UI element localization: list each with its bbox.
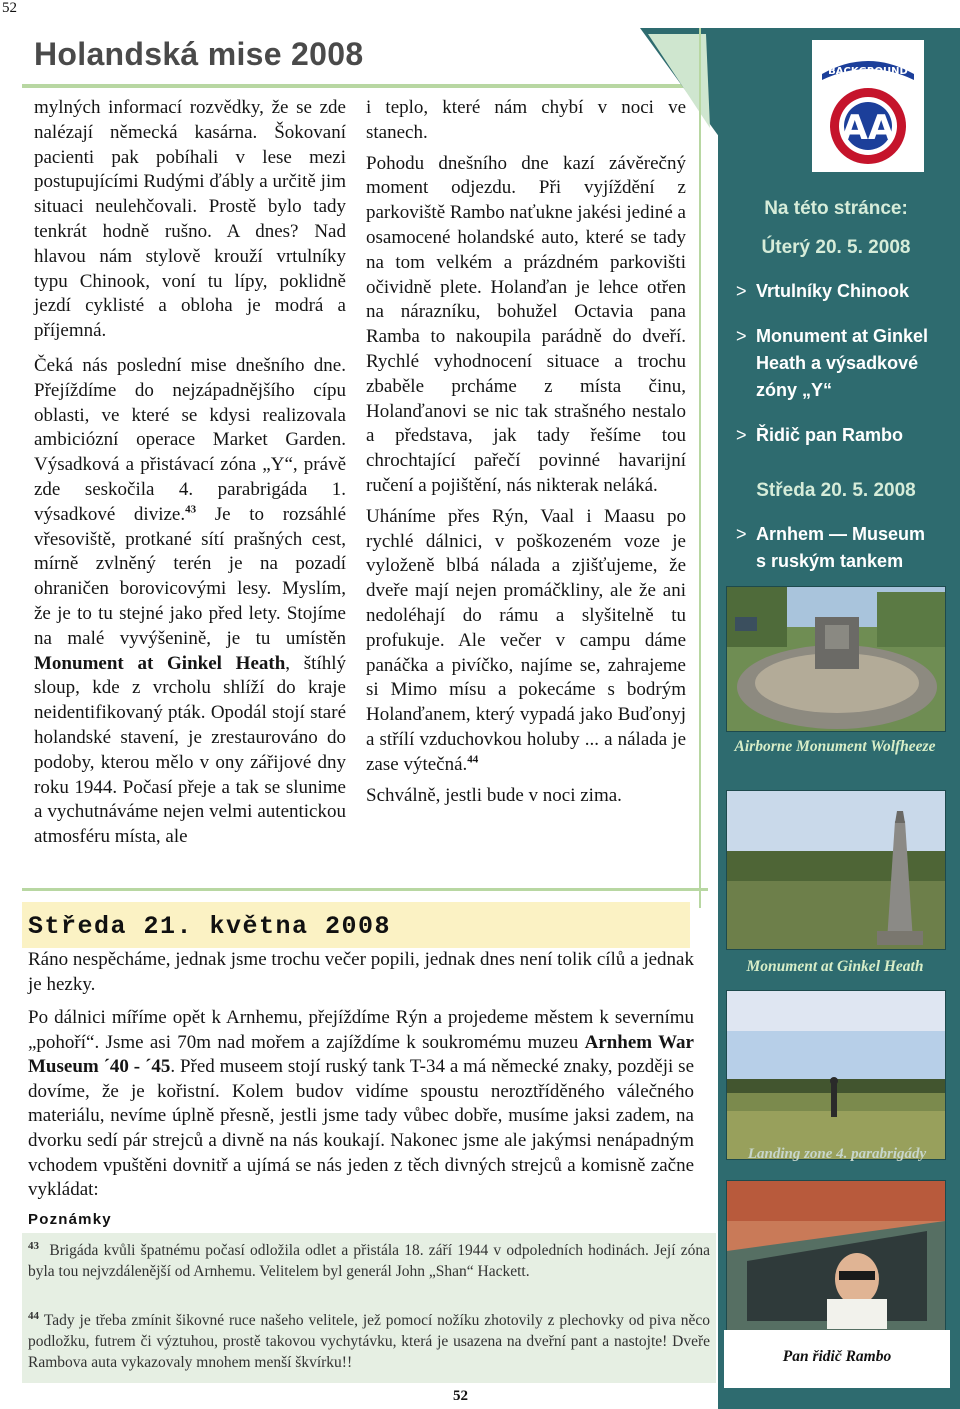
toc-date-2: Středa 20. 5. 2008 bbox=[756, 480, 916, 501]
photo-landing-zone bbox=[726, 990, 946, 1160]
photo-driver-rambo bbox=[726, 1180, 946, 1334]
chevron-right-icon: > bbox=[736, 524, 747, 544]
text-column-left bbox=[34, 96, 346, 860]
paragraph: Ráno nespěcháme, jednak jsme trochu večer popili, jednak dnes není tolik cílů a jednak je hezky. bbox=[28, 949, 694, 995]
photo-ginkel-heath-monument bbox=[726, 790, 946, 950]
page-title: Holandská mise 2008 bbox=[34, 36, 364, 72]
photo-caption: Monument at Ginkel Heath bbox=[746, 958, 924, 975]
notes-heading: Poznámky bbox=[28, 1211, 112, 1228]
airborne-logo-icon bbox=[812, 40, 924, 172]
footnote-ref: 43 bbox=[185, 503, 197, 516]
toc-item[interactable]: > Řidič pan Rambo bbox=[736, 422, 936, 449]
logo-banner-text: BACKGROUND bbox=[828, 66, 908, 77]
paragraph: i teplo, které nám chybí v noci ve stanech. bbox=[366, 97, 686, 143]
toc-item[interactable]: > Arnhem — Museum s ruským tankem bbox=[736, 521, 936, 575]
logo-letters: AA bbox=[841, 108, 895, 148]
title-divider bbox=[22, 84, 708, 88]
paragraph: Uháníme přes Rýn, Vaal i Maasu po rychlé dálnici, v poškozeném voze je vyloženě blbá nálada a zjišťujeme, že dveře mají nejen promáčkliny, ale že ani nedoléhají do rámu a slyšitelně tu profukuje. Ale večer v campu dáme panáčka a pivíčko, najíme se, zahrajeme si Mimo mísu a pokecáme s bodrým Holanďanem, který vypadá jako Buďonyj a střílí vzduchovkou holuby ... a nálada je zase výtečná.$^{44}$ bbox=[366, 505, 686, 775]
toc-item[interactable]: > Vrtulníky Chinook bbox=[736, 278, 936, 305]
chevron-right-icon: > bbox=[736, 281, 747, 301]
paragraph: Schválně, jestli bude v noci zima. bbox=[366, 784, 622, 806]
footnote-number: 43 bbox=[28, 1239, 39, 1252]
text-column-right bbox=[366, 96, 686, 818]
photo-wolfheeze-monument bbox=[726, 586, 946, 732]
paragraph: Pohodu dnešního dne kazí závěrečný moment odjezdu. Při vyjíždění z parkoviště Rambo naťukne jakési jediné a osamocené holandské auto, které se tady na tom velkém a prázdném parkovišti očividně plete. Holanďan je lehce otřen na nárazníku, bohužel Octavia pana Ramba to nakoupila parádně do dveří. Rychlé vyhodnocení situace a trochu zbaběle prcháme z místa činu, Holanďanovi se nic tak strašného nestalo a představa, jak tady řešíme tou chrochtající pařečí povinné havarijní ručení a pojištění, nás nikterak neláká. bbox=[366, 152, 686, 496]
page-number-top: 52 bbox=[2, 0, 17, 16]
paragraph: Po dálnici míříme opět k Arnhemu, přejíždíme Rýn a projedeme městem k severnímu „pohoří“. Jsme asi 70m nad mořem a zajíždíme k soukromému muzeu Arnhem War Museum ´40 - ´45. Před museem stojí ruský tank T-34 a má německé znaky, později se dovíme, že je kořistní. Kolem budov vidíme spoustu neroztříděného válečného materiálu, nevíme úplně přesně, jestli jsme tady vůbec dobře, musíme jaksi zadem, na dvorku sedí pár strejců a divně na nás koukají. Nakonec jsme ale jakýmsi nenápadným vchodem vpuštěni dovnitř a ujímá se nás jeden z těch divných strejců a komisně začne vykládat: bbox=[28, 1007, 694, 1201]
footnote-number: 44 bbox=[28, 1309, 39, 1322]
photo-caption: Landing zone 4. parabrigády bbox=[747, 1146, 927, 1162]
chevron-right-icon: > bbox=[736, 425, 747, 445]
photo-caption: Pan řidič Rambo bbox=[782, 1348, 892, 1365]
paragraph: mylných informací rozvědky, že se zde nalézají německá kasárna. Šokovaní pacienti pak pobíhali v lese mezi postupujícími Rudými ďábly a určitě jim situaci neulehčovali. Prostě bylo tady tenkrát hodně rušno. A dnes? Nad hlavou nám stylově krouží vrtulníky typu Chinook, voní tu lípy, poklidně jezdí cyklisté a obloha je modrá a příjemná. bbox=[34, 97, 346, 342]
chevron-right-icon: > bbox=[736, 326, 747, 346]
photo-caption: Airborne Monument Wolfheeze bbox=[734, 738, 936, 755]
toc-item[interactable]: > Monument at Ginkel Heath a výsadkové zóny „Y“ bbox=[736, 323, 936, 404]
footnote-43: $^{43}$ Brigáda kvůli špatnému počasí odložila odlet a přistála 18. září 1944 v odpoledních hodinách. Její zóna byla tou nejvzdálenější od Arnhemu. Velitelem byl generál John „Shan“ Hackett. bbox=[28, 1239, 710, 1280]
footnote-44: $^{44}$ Tady je třeba zmínit šikovné ruce našeho velitele, jež pomocí nožíku zhotovily z plechovky od piva něco podložku, futrem či výztuhou, prostě takovou vychytávku, která je usazena na dveřní pant a nastojte! Dveře Rambova auta vykazovaly mnohem menší škvírku!! bbox=[28, 1309, 710, 1371]
toc-date-1: Úterý 20. 5. 2008 bbox=[761, 237, 911, 258]
page-number-bottom: 52 bbox=[453, 1388, 468, 1404]
paragraph: Čeká nás poslední mise dnešního dne. Přejíždíme do nejzápadnějšího cípu oblasti, ve které se kdysi realizovala ambiciózní operace Market Garden. Výsadková a přistávací zóna „Y“, právě zde seskočila 4. parabrigáda 1. výsadkové divize.$^{43}$ Je to rozsáhlé vřesoviště, protkané sítí prašných cest, mírně zvlněný terén je na pozadí ohraničen borovicovými lesy. Myslím, že je to tu stejné jako před lety. Stojíme na malé vyvýšenině, je tu umístěn Monument at Ginkel Heath, štíhlý sloup, kde z vrcholu shlíží do kraje neidentifikovaný pták. Opodál stojí staré holandské stavení, je zrestaurováno do podoby, kterou mělo v ony zářijové dny roku 1944. Počasí přeje a tak se slunime a vychutnáváme nejen velmi autentickou atmosféru místa, ale bbox=[34, 354, 347, 848]
section-divider bbox=[22, 888, 708, 891]
section-title: Středa 21. května 2008 bbox=[28, 912, 392, 941]
footnote-ref: 44 bbox=[467, 753, 479, 766]
toc-heading: Na této stránce: bbox=[764, 198, 908, 219]
sidebar-toc bbox=[736, 180, 936, 590]
